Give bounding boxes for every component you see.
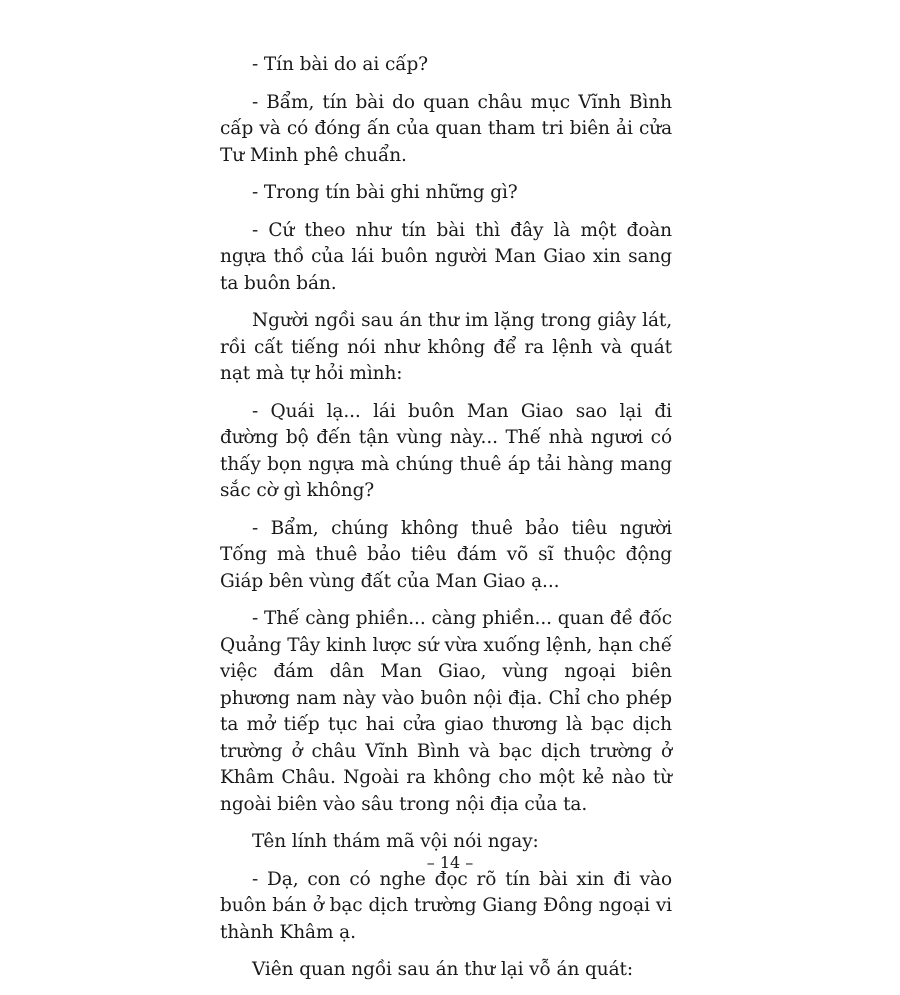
paragraph-1: - Tín bài do ai cấp? bbox=[252, 54, 428, 75]
paragraph-11: Viên quan ngồi sau án thư lại vỗ án quát: bbox=[252, 959, 634, 980]
paragraph-4: - Cứ theo như tín bài thì đây là một đoàn ngựa thồ của lái buôn người Man Giao xin sang ta buôn bán. bbox=[220, 219, 672, 294]
paragraph-6: - Quái lạ... lái buôn Man Giao sao lại đi đường bộ đến tận vùng này... Thế nhà ngươi có thấy bọn ngựa mà chúng thuê áp tải hàng mang sắc cờ gì không? bbox=[220, 400, 672, 501]
paragraph-9: Tên lính thám mã vội nói ngay: bbox=[252, 831, 539, 852]
paragraph-2: - Bẩm, tín bài do quan châu mục Vĩnh Bình cấp và có đóng ấn của quan tham tri biên ải cửa Tư Minh phê chuẩn. bbox=[220, 91, 672, 166]
paragraph-7: - Bẩm, chúng không thuê bảo tiêu người Tống mà thuê bảo tiêu đám võ sĩ thuộc động Giáp bên vùng đất của Man Giao ạ... bbox=[220, 517, 672, 592]
paragraph-3: - Trong tín bài ghi những gì? bbox=[252, 182, 518, 203]
page-number: – 14 – bbox=[426, 853, 474, 872]
paragraph-10: - Dạ, con có nghe đọc rõ tín bài xin đi vào buôn bán ở bạc dịch trường Giang Đông ngoại vi thành Khâm ạ. bbox=[220, 868, 672, 943]
paragraph-8: - Thế càng phiền... càng phiền... quan đề đốc Quảng Tây kinh lược sứ vừa xuống lệnh, hạn chế việc đám dân Man Giao, vùng ngoại biên phương nam này vào buôn nội địa. Chỉ cho phép ta mở tiếp tục hai cửa giao thương là bạc dịch trường ở châu Vĩnh Bình và bạc dịch trường ở Khâm Châu. Ngoài ra không cho một kẻ nào từ ngoài biên vào sâu trong nội địa của ta. bbox=[220, 608, 672, 815]
paragraph-5: Người ngồi sau án thư im lặng trong giây lát, rồi cất tiếng nói như không để ra lệnh và quát nạt mà tự hỏi mình: bbox=[220, 310, 672, 384]
